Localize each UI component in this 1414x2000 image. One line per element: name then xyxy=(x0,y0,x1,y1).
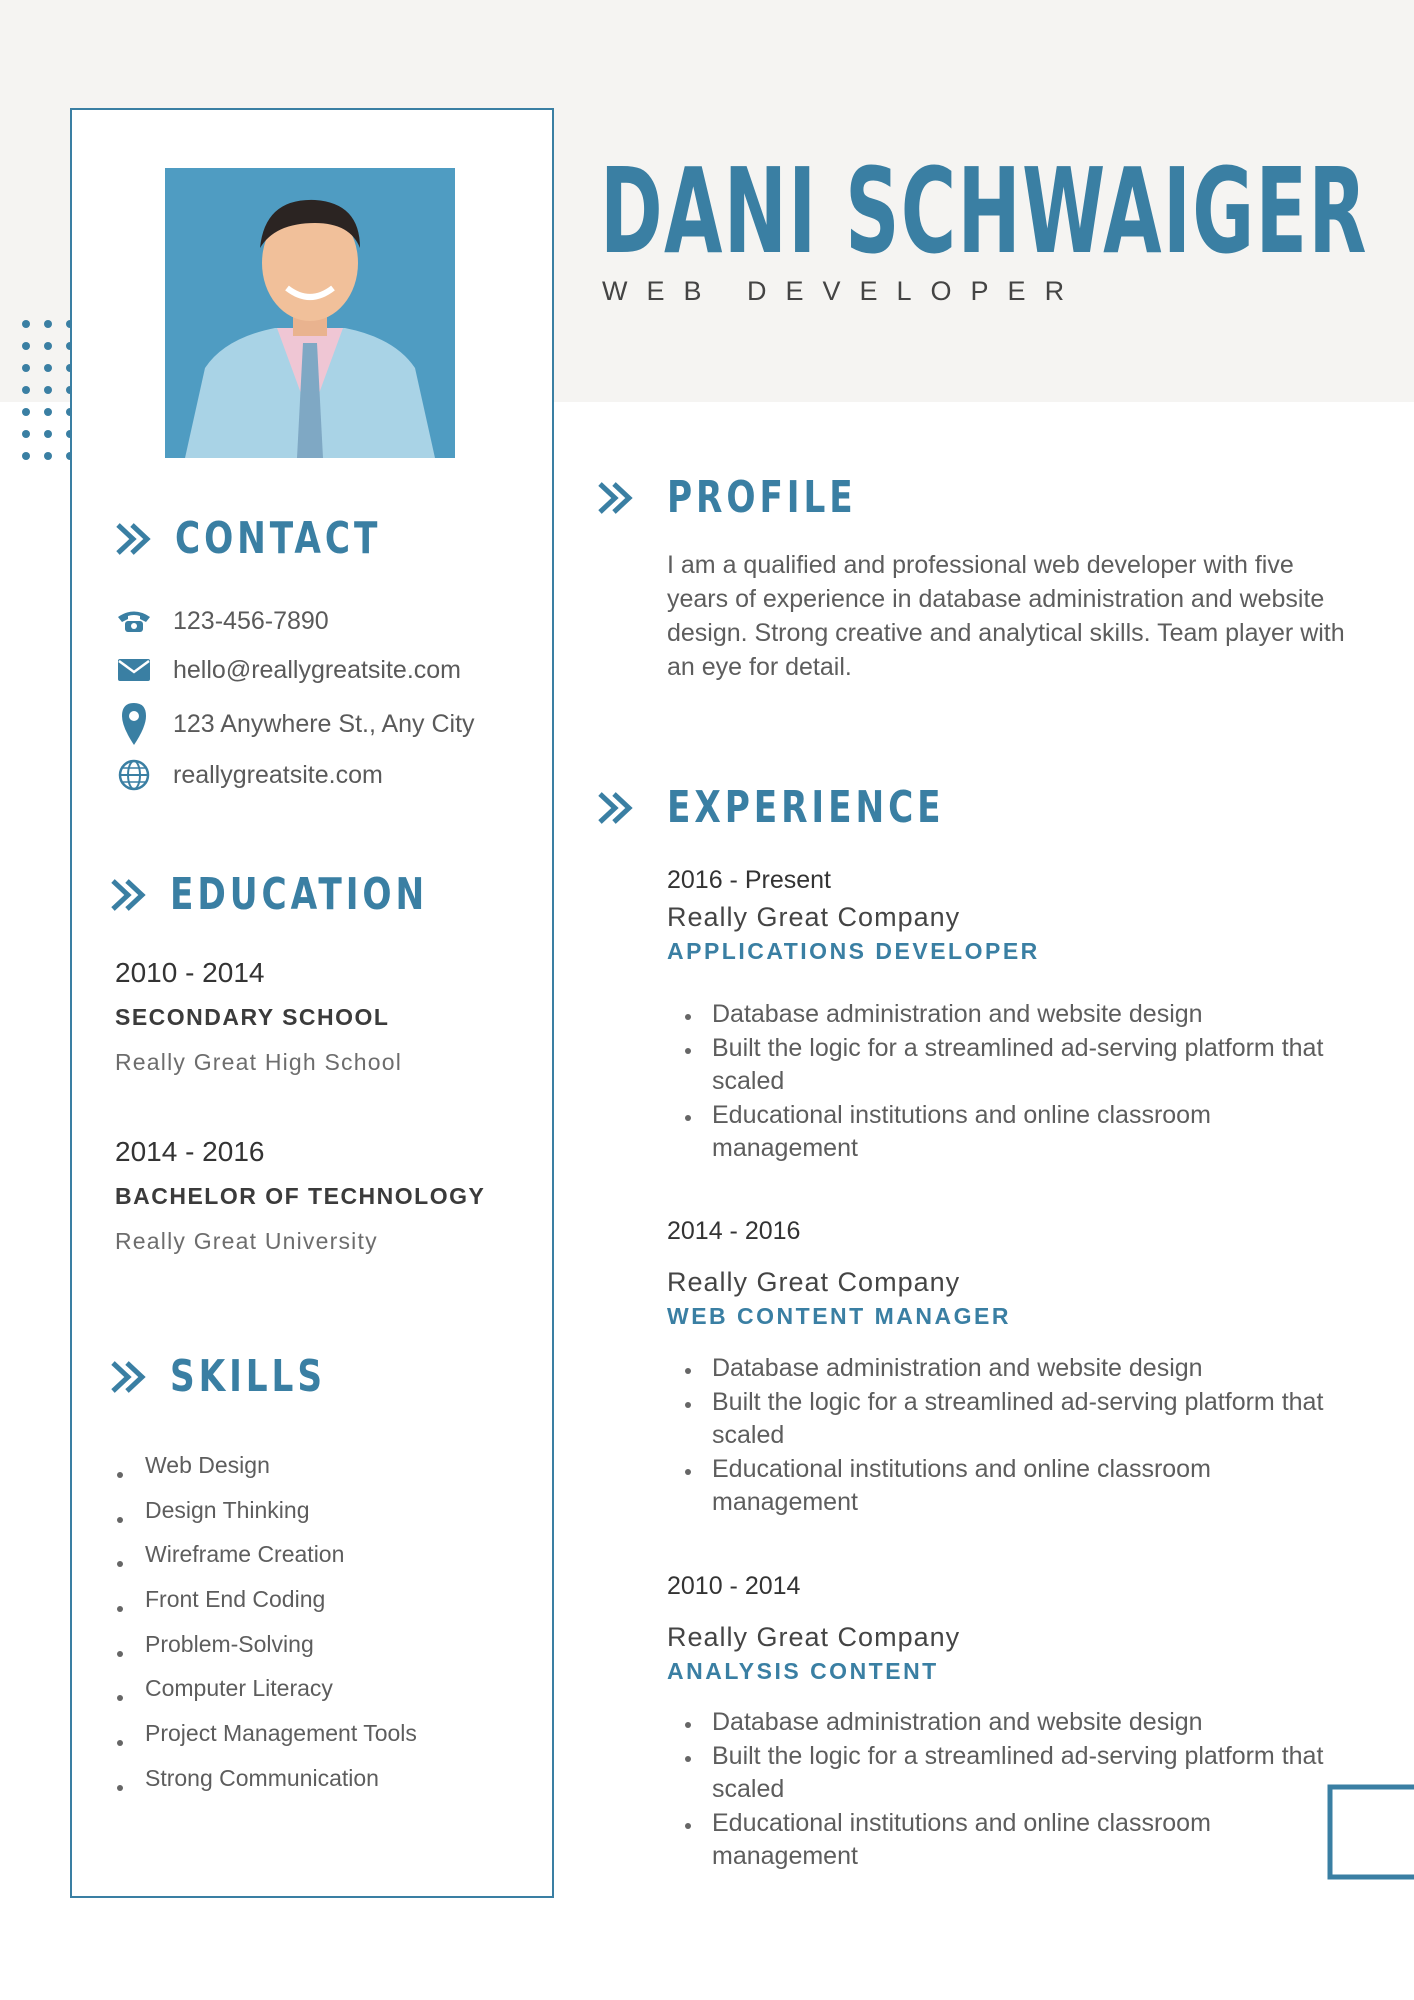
experience-role: WEB CONTENT MANAGER xyxy=(667,1303,1011,1329)
decorative-squares xyxy=(1220,1760,1414,2000)
experience-years: 2014 - 2016 xyxy=(667,1217,801,1245)
experience-bullets xyxy=(667,998,1347,1166)
location-pin-icon xyxy=(115,700,153,748)
skill-item: Strong Communication xyxy=(115,1765,417,1810)
education-years: 2010 - 2014 xyxy=(115,957,265,988)
profile-heading xyxy=(597,472,910,523)
contact-website: reallygreatsite.com xyxy=(115,757,383,793)
contact-phone: 123-456-7890 xyxy=(115,603,329,639)
education-years: 2014 - 2016 xyxy=(115,1136,265,1167)
education-school: Really Great University xyxy=(115,1228,378,1254)
double-chevron-icon xyxy=(110,1360,150,1394)
job-title: WEB DEVELOPER xyxy=(602,276,1084,306)
decorative-dot-grid xyxy=(22,320,72,462)
skill-item: Project Management Tools xyxy=(115,1720,417,1765)
education-degree: SECONDARY SCHOOL xyxy=(115,1004,390,1030)
experience-company: Really Great Company xyxy=(667,1267,961,1297)
double-chevron-icon xyxy=(115,522,155,556)
mail-icon xyxy=(115,652,153,688)
experience-bullet: Built the logic for a streamlined ad-serving platform that scaled xyxy=(667,1740,1347,1807)
skill-item: Problem-Solving xyxy=(115,1631,417,1676)
education-title: EDUCATION xyxy=(170,869,429,920)
double-chevron-icon xyxy=(597,791,637,825)
skill-item: Front End Coding xyxy=(115,1586,417,1631)
skills-list xyxy=(115,1452,417,1810)
experience-bullets xyxy=(667,1352,1347,1520)
experience-bullet: Educational institutions and online classroom management xyxy=(667,1099,1347,1166)
experience-company: Really Great Company xyxy=(667,902,961,932)
experience-heading xyxy=(597,782,1023,833)
contact-title: CONTACT xyxy=(175,513,382,564)
skill-item: Computer Literacy xyxy=(115,1675,417,1720)
education-heading xyxy=(110,869,501,920)
experience-bullet: Database administration and website design xyxy=(667,1352,1347,1386)
experience-title: EXPERIENCE xyxy=(667,782,945,833)
contact-address: 123 Anywhere St., Any City xyxy=(115,700,475,748)
skill-item: Wireframe Creation xyxy=(115,1541,417,1586)
profile-title: PROFILE xyxy=(667,472,857,523)
experience-bullet: Built the logic for a streamlined ad-serving platform that scaled xyxy=(667,1386,1347,1453)
experience-role: APPLICATIONS DEVELOPER xyxy=(667,938,1040,964)
experience-company: Really Great Company xyxy=(667,1622,961,1652)
experience-bullet: Educational institutions and online classroom management xyxy=(667,1453,1347,1520)
skills-title: SKILLS xyxy=(170,1351,326,1402)
skill-item: Web Design xyxy=(115,1452,417,1497)
skill-item: Design Thinking xyxy=(115,1497,417,1542)
globe-icon xyxy=(115,757,153,793)
education-degree: BACHELOR OF TECHNOLOGY xyxy=(115,1183,486,1209)
experience-bullet: Database administration and website design xyxy=(667,998,1347,1032)
skills-heading xyxy=(110,1351,370,1402)
contact-heading xyxy=(115,513,439,564)
experience-years: 2010 - 2014 xyxy=(667,1572,801,1600)
education-school: Really Great High School xyxy=(115,1049,403,1075)
phone-icon xyxy=(115,603,153,639)
experience-years: 2016 - Present xyxy=(667,866,831,894)
contact-email: hello@reallygreatsite.com xyxy=(115,652,461,688)
experience-bullet: Educational institutions and online classroom management xyxy=(667,1807,1347,1874)
profile-summary: I am a qualified and professional web developer with five years of experience in database administration and website design. Strong creative and analytical skills. Team player with an eye for detail. xyxy=(667,551,1345,681)
double-chevron-icon xyxy=(110,878,150,912)
profile-photo xyxy=(165,168,455,458)
experience-bullet: Built the logic for a streamlined ad-serving platform that scaled xyxy=(667,1032,1347,1099)
double-chevron-icon xyxy=(597,481,637,515)
candidate-name: DANI SCHWAIGER xyxy=(600,142,1368,280)
experience-role: ANALYSIS CONTENT xyxy=(667,1658,939,1684)
experience-bullet: Database administration and website design xyxy=(667,1706,1347,1740)
